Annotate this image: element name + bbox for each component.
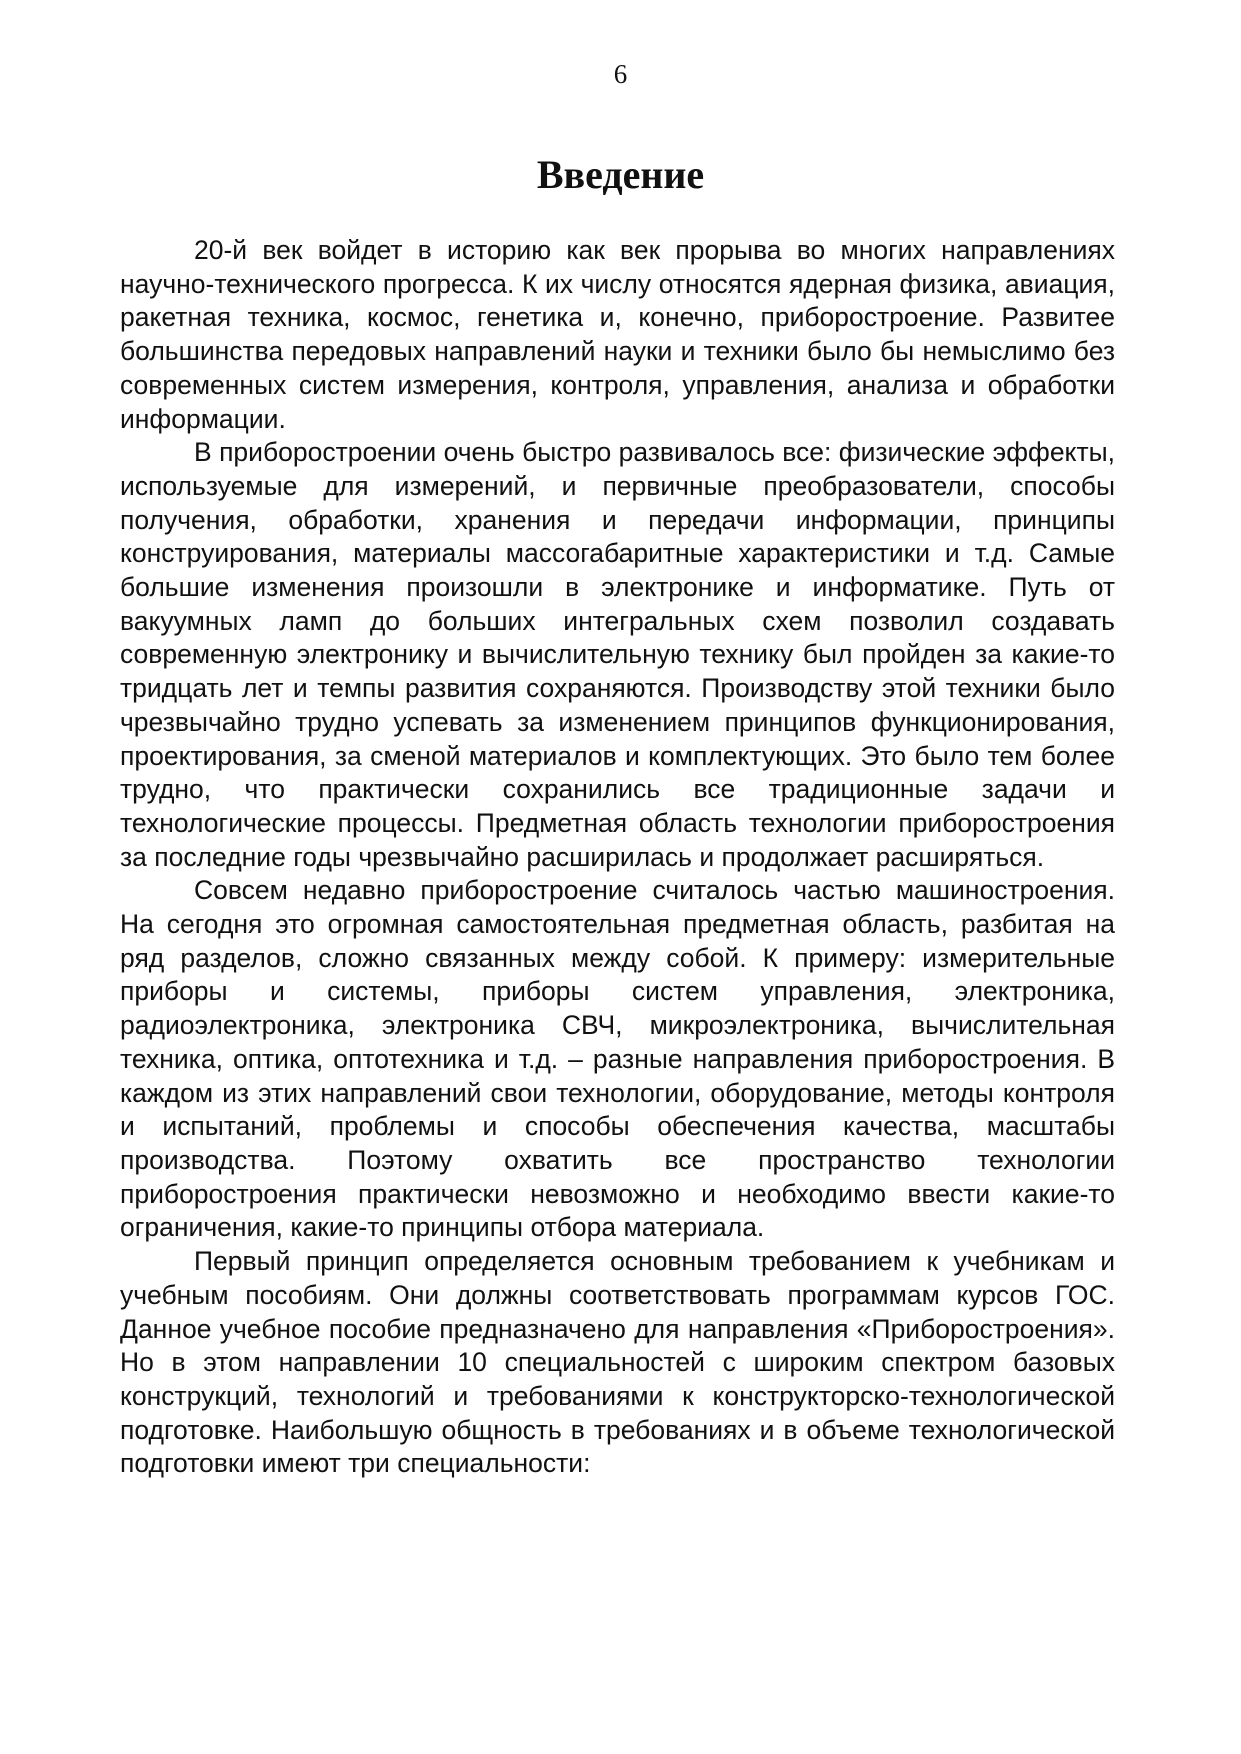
paragraph: Совсем недавно приборостроение считалось частью машиностроения. На сегодня это огромная самостоятельная предметная область, разбитая на ряд разделов, сложно связанных между собой. К примеру: измерительные приборы и системы, приборы систем управления, электроника, радиоэлектроника, электроника СВЧ, микроэлектроника, вычислительная техника, оптика, оптотехника и т.д. – разные направления приборостроения. В каждом из этих направлений свои технологии, оборудование, методы контроля и испытаний, проблемы и способы обеспечения качества, масштабы производства. Поэтому охватить все пространство технологии приборостроения практически невозможно и необходимо ввести какие-то ограничения, какие-то принципы отбора материала. <box>120 875 1115 1243</box>
paragraph: Первый принцип определяется основным требованием к учебникам и учебным пособиям. Они должны соответствовать программам курсов ГОС. Данное учебное пособие предназначено для направления «Приборостроения». Но в этом направлении 10 специальностей с широким спектром базовых конструкций, технологий и требованиями к конструкторско-технологической подготовке. Наибольшую общность в требованиях и в объеме технологической подготовки имеют три специальности: <box>120 1246 1115 1479</box>
paragraph: В приборостроении очень быстро развивалось все: физические эффекты, используемые для измерений, и первичные преобразователи, способы получения, обработки, хранения и передачи информации, принципы конструирования, материалы массогабаритные характеристики и т.д. Самые большие изменения произошли в электронике и информатике. Путь от вакуумных ламп до больших интегральных схем позволил создавать современную электронику и вычислительную технику был пройден за какие-то тридцать лет и темпы развития сохраняются. Производству этой техники было чрезвычайно трудно успевать за изменением принципов функционирования, проектирования, за сменой материалов и комплектующих. Это было тем более трудно, что практически сохранились все традиционные задачи и технологические процессы. Предметная область технологии приборостроения за последние годы чрезвычайно расширилась и продолжает расширяться. <box>120 437 1115 872</box>
section-title: Введение <box>536 152 705 197</box>
body-text <box>120 234 1115 1481</box>
paragraph: 20-й век войдет в историю как век прорыва во многих направлениях научно-технического прогресса. К их числу относятся ядерная физика, авиация, ракетная техника, космос, генетика и, конечно, приборостроение. Развитее большинства передовых направлений науки и техники было бы немыслимо без современных систем измерения, контроля, управления, анализа и обработки информации. <box>120 235 1115 434</box>
page-number: 6 <box>613 59 628 89</box>
